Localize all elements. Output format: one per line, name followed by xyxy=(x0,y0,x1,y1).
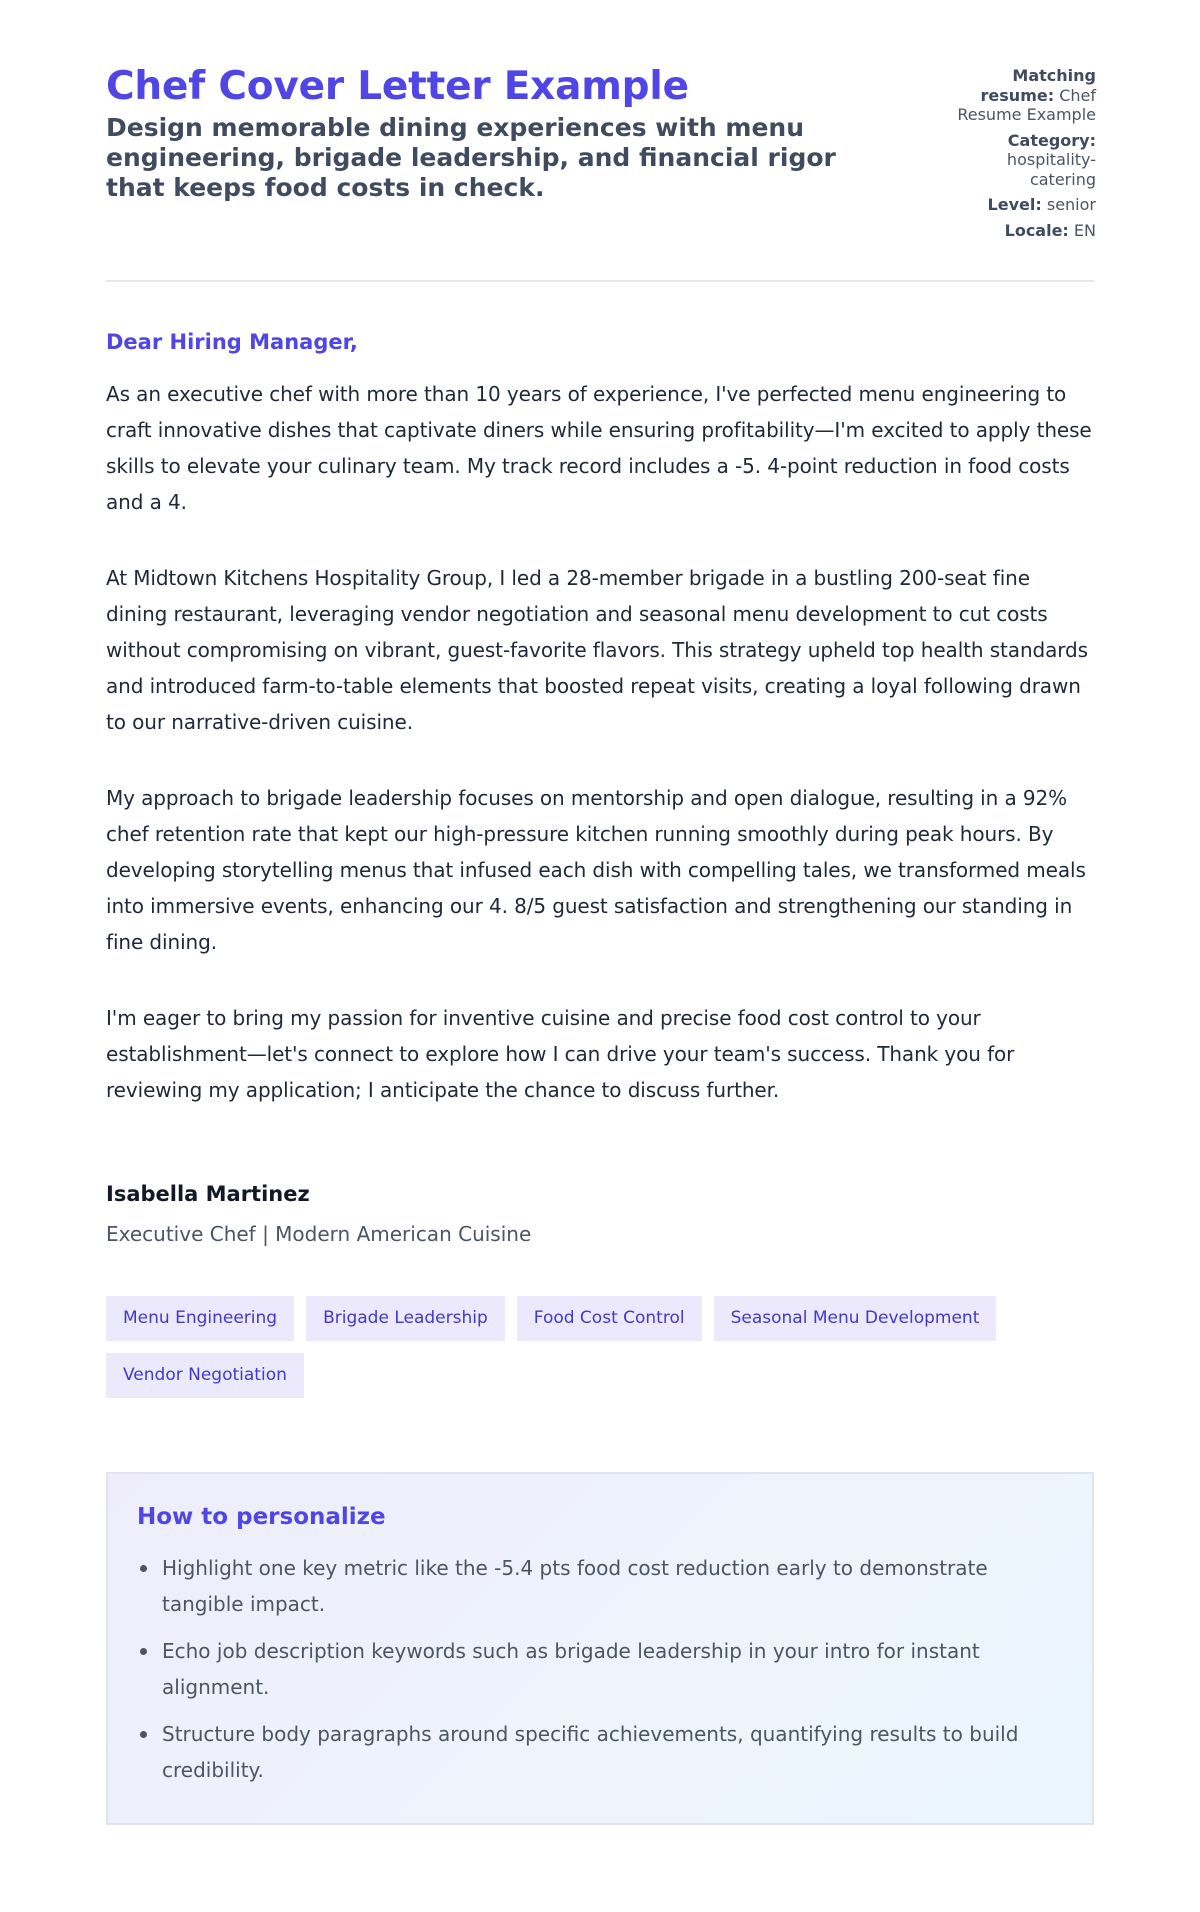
skill-tags xyxy=(106,1296,1006,1398)
skill-tag: Food Cost Control xyxy=(517,1296,702,1341)
letter-body xyxy=(106,330,1094,1246)
page-header xyxy=(106,66,1094,282)
skill-tag: Vendor Negotiation xyxy=(106,1353,304,1398)
meta-locale xyxy=(946,221,1096,241)
meta-locale-value: EN xyxy=(1073,220,1096,240)
tip-text: Highlight one key metric like the -5.4 pts food cost reduction early to demonstrate tangible impact. xyxy=(162,1556,988,1617)
bullet-icon xyxy=(140,1648,147,1655)
header-title-block xyxy=(106,66,866,203)
letter-paragraphs xyxy=(106,376,1094,1108)
signature-name: Isabella Martinez xyxy=(106,1182,310,1207)
signature-title: Executive Chef | Modern American Cuisine xyxy=(106,1222,532,1247)
tip-item xyxy=(137,1716,1063,1788)
letter-paragraph: As an executive chef with more than 10 years of experience, I've perfected menu engineering to craft innovative dishes that captivate diners while ensuring profitability—I'm excited to apply these skills to elevate your culinary team. My track record includes a -5. 4-point reduction in food costs and a 4. xyxy=(106,382,1092,515)
meta-category-label: Category: xyxy=(1007,130,1096,150)
letter-paragraph: My approach to brigade leadership focuses on mentorship and open dialogue, resulting in a 92% chef retention rate that kept our high-pressure kitchen running smoothly during peak hours. By developing storytelling menus that infused each dish with compelling tales, we transformed meals into immersive events, enhancing our 4. 8/5 guest satisfaction and strengthening our standing in fine dining. xyxy=(106,786,1086,955)
tip-text: Echo job description keywords such as brigade leadership in your intro for instant alignment. xyxy=(162,1639,980,1700)
bullet-icon xyxy=(140,1731,147,1738)
skill-tag: Brigade Leadership xyxy=(306,1296,505,1341)
meta-matching-resume-value: Chef Resume Example xyxy=(957,85,1096,125)
meta-locale-label: Locale: xyxy=(1004,220,1069,240)
letter-greeting: Dear Hiring Manager, xyxy=(106,330,358,355)
tip-item xyxy=(137,1550,1063,1622)
meta-matching-resume-label: Matching resume: xyxy=(980,66,1096,105)
tip-item xyxy=(137,1633,1063,1705)
page-title: Chef Cover Letter Example xyxy=(106,64,689,109)
skill-tag: Menu Engineering xyxy=(106,1296,294,1341)
meta-level xyxy=(946,195,1096,215)
page-subtitle: Design memorable dining experiences with menu engineering, brigade leadership, and financial rigor that keeps food costs in check. xyxy=(106,112,836,202)
letter-paragraph: I'm eager to bring my passion for inventive cuisine and precise food cost control to your establishment—let's connect to explore how I can drive your team's success. Thank you for reviewing my application; I anticipate the chance to discuss further. xyxy=(106,1006,1015,1103)
meta-category-value: hospitality-catering xyxy=(1006,150,1096,189)
tip-text: Structure body paragraphs around specific achievements, quantifying results to build credibility. xyxy=(162,1722,1019,1783)
personalize-tips-box xyxy=(106,1472,1094,1825)
metadata-panel xyxy=(946,66,1096,246)
skill-tag: Seasonal Menu Development xyxy=(714,1296,997,1341)
tips-list xyxy=(137,1550,1063,1788)
meta-level-value: senior xyxy=(1046,195,1096,215)
tips-title: How to personalize xyxy=(137,1504,386,1531)
letter-paragraph: At Midtown Kitchens Hospitality Group, I led a 28-member brigade in a bustling 200-seat fine dining restaurant, leveraging vendor negotiation and seasonal menu development to cut costs without compromising on vibrant, guest-favorite flavors. This strategy upheld top health standards and introduced farm-to-table elements that boosted repeat visits, creating a loyal following drawn to our narrative-driven cuisine. xyxy=(106,566,1088,735)
bullet-icon xyxy=(140,1565,147,1572)
meta-level-label: Level: xyxy=(987,195,1042,215)
meta-category xyxy=(946,131,1096,190)
meta-matching-resume xyxy=(946,66,1096,125)
